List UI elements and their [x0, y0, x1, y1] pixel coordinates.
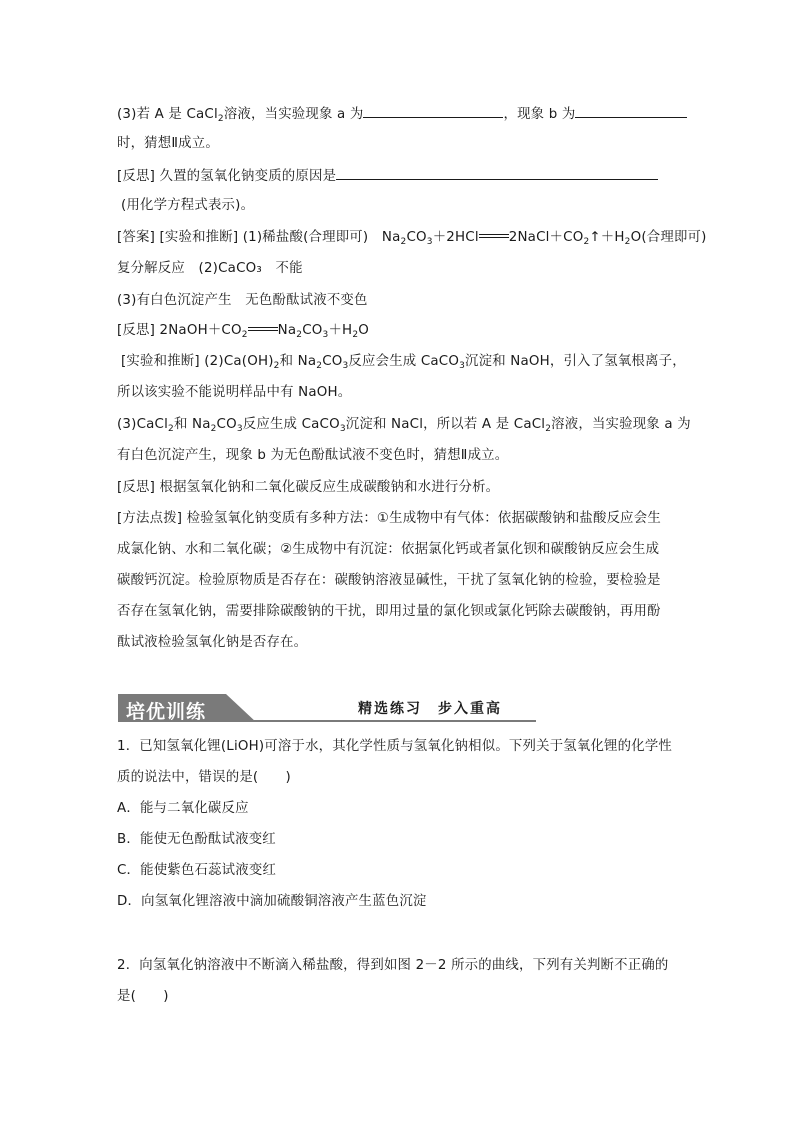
- answer-line-3: (3)有白色沉淀产生 无色酚酞试液不变色: [117, 293, 368, 308]
- banner-subtitle: 精选练习 步入重高: [358, 701, 502, 717]
- question-2-stem-2: 是( ): [117, 989, 169, 1004]
- question-2-stem-1: 2．向氢氧化钠溶液中不断滴入稀盐酸，得到如图 2－2 所示的曲线，下列有关判断不正确的: [117, 958, 669, 973]
- q3-text-2: 溶液，当实验现象 a 为: [223, 107, 364, 122]
- answer-line-2: 复分解反应 (2)CaCO₃ 不能: [117, 261, 303, 276]
- q3-text-1: (3)若 A 是 CaCl: [117, 107, 218, 122]
- method-line-1: [方法点拨] 检验氢氧化钠变质有多种方法：①生成物中有气体：依据碳酸钠和盐酸反应会生: [117, 511, 661, 526]
- banner-title: 培优训练: [126, 701, 207, 723]
- reflect-question-line-2: (用化学方程式表示)。: [121, 198, 255, 213]
- method-line-5: 酞试液检验氢氧化钠是否存在。: [117, 635, 308, 650]
- question-1-stem-1: 1．已知氢氧化锂(LiOH)可溶于水，其化学性质与氢氧化钠相似。下列关于氢氧化锂的化学性: [117, 739, 673, 754]
- question-1-option-a[interactable]: A．能与二氧化碳反应: [117, 801, 249, 816]
- answer-line-7: (3)CaCl$_2$和 $Na_2CO_3$反应生成 CaCO$_3$沉淀和 NaCl，所以若 A 是 CaCl$_2$溶液，当实验现象 a 为: [117, 417, 691, 434]
- question-1-stem-2: 质的说法中，错误的是( ): [117, 770, 291, 785]
- equals-arrow: [479, 232, 509, 242]
- question-3-line-2: 时，猜想Ⅱ成立。: [117, 136, 219, 151]
- answer-line-4: [反思] $2NaOH+CO_2$ $Na_2CO_3+H_2O$: [117, 323, 370, 340]
- section-banner: [118, 694, 536, 722]
- question-1-option-c[interactable]: C．能使紫色石蕊试液变红: [117, 863, 277, 878]
- question-1-option-d[interactable]: D．向氢氧化锂溶液中滴加硫酸铜溶液产生蓝色沉淀: [117, 894, 427, 909]
- question-1-option-b[interactable]: B．能使无色酚酞试液变红: [117, 832, 276, 847]
- banner-underline: [118, 720, 536, 722]
- answer-line-6: 所以该实验不能说明样品中有 NaOH。: [117, 385, 352, 400]
- answer-blank-reflect[interactable]: [336, 166, 658, 180]
- method-line-4: 否存在氢氧化钠，需要排除碳酸钠的干扰，即用过量的氯化钡或氯化钙除去碳酸钠，再用酚: [117, 604, 661, 619]
- method-line-3: 碳酸钙沉淀。检验原物质是否存在：碳酸钠溶液显碱性，干扰了氢氧化钠的检验，要检验是: [117, 573, 661, 588]
- answer-line-9: [反思] 根据氢氧化钠和二氧化碳反应生成碳酸钠和水进行分析。: [117, 480, 500, 495]
- equals-arrow: [248, 325, 278, 335]
- method-line-2: 成氯化钠、水和二氧化碳；②生成物中有沉淀：依据氯化钙或者氯化钡和碳酸钠反应会生成: [117, 542, 660, 557]
- answer-line-8: 有白色沉淀产生，现象 b 为无色酚酞试液不变色时，猜想Ⅱ成立。: [117, 448, 509, 463]
- question-3-line: (3)若 A 是 CaCl$_2$溶液，当实验现象 a 为 ，现象 b 为: [117, 104, 687, 124]
- answer-line-5: [实验和推断] $(2)Ca(OH)_2$和 $Na_2CO_3$反应会生成 CaCO$_3$沉淀和 NaOH，引入了氢氧根离子，: [121, 354, 686, 371]
- reflect-question-line: [反思] 久置的氢氧化钠变质的原因是: [117, 166, 658, 186]
- answer-line-1: [答案] [实验和推断] (1)稀盐酸(合理即可) $Na_2CO_3+2HCl$ $2NaCl+CO_2↑+H_2O$(合理即可): [117, 230, 707, 247]
- answer-blank-b[interactable]: [575, 104, 687, 118]
- answer-blank-a[interactable]: [363, 104, 503, 118]
- q3-text-3: ，现象 b 为: [503, 107, 576, 122]
